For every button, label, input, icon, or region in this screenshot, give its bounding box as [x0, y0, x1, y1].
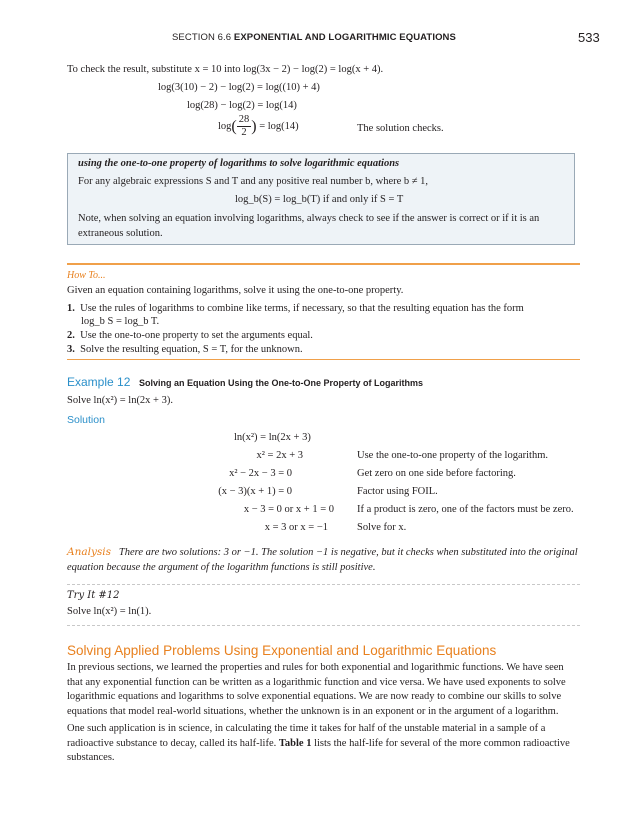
- solution-step-eq: x² = 2x + 3: [256, 450, 303, 461]
- solution-step-note: If a product is zero, one of the factors must be zero.: [357, 504, 574, 515]
- howto-label: How To...: [67, 270, 106, 281]
- solution-step-note: Factor using FOIL.: [357, 486, 438, 497]
- solution-label: Solution: [67, 414, 105, 426]
- running-header: [172, 32, 456, 43]
- solution-step-eq: x² − 2x − 3 = 0: [229, 468, 292, 479]
- divider: [67, 584, 580, 585]
- example-problem: Solve ln(x²) = ln(2x + 3).: [67, 395, 173, 406]
- solution-step-note: Solve for x.: [357, 522, 407, 533]
- box-note: Note, when solving an equation involving logarithms, always check to see if the answer is correct or if it is an extraneous solution.: [78, 213, 540, 239]
- howto-step-1: 1. Use the rules of logarithms to combine like terms, if necessary, so that the resulting equation has the form: [67, 303, 524, 314]
- tryit-problem: Solve ln(x²) = ln(1).: [67, 606, 152, 617]
- section-title: EXPONENTIAL AND LOGARITHMIC EQUATIONS: [233, 32, 456, 43]
- example-heading: [67, 375, 423, 389]
- section-paragraph-2: One such application is in science, in calculating the time it takes for half of the unstable material in a sample of a radioactive substance to decay, called its half-life. Table 1 lists the half-life for several of the more common radioactive substances.: [67, 723, 570, 763]
- box-equation: log_b(S) = log_b(T) if and only if S = T: [235, 194, 404, 205]
- section-paragraph-1: In previous sections, we learned the properties and rules for both exponential and logarithmic functions. We have seen that any exponential function can be written as a logarithmic function and vice versa. We have used exponents to solve logarithmic equations and logarithms to solve exponential equations. We are now ready to combine our skills to solve equations that model real-world situations, whether the unknown is in an exponent or in the argument of a logarithm.: [67, 662, 566, 717]
- check-note: The solution checks.: [357, 123, 444, 134]
- tryit-label: Try It #12: [67, 590, 120, 601]
- divider: [67, 625, 580, 626]
- definition-box: [67, 153, 575, 245]
- solution-step-eq: x − 3 = 0 or x + 1 = 0: [243, 504, 334, 515]
- analysis: [67, 545, 580, 575]
- check-intro: To check the result, substitute x = 10 into log(3x − 2) − log(2) = log(x + 4).: [67, 64, 384, 75]
- example-title: Solving an Equation Using the One-to-One Property of Logarithms: [139, 378, 424, 388]
- example-label: Example 12: [67, 375, 131, 389]
- section-number: SECTION 6.6: [172, 32, 232, 43]
- analysis-label: Analysis: [67, 546, 112, 558]
- solution-step-eq: ln(x²) = ln(2x + 3): [234, 432, 311, 443]
- check-line-1: log(3(10) − 2) − log(2) = log((10) + 4): [158, 82, 320, 93]
- divider: [67, 359, 580, 360]
- page-number: 533: [578, 30, 600, 45]
- howto-intro: Given an equation containing logarithms, solve it using the one-to-one property.: [67, 285, 404, 296]
- check-line-3: log( $\frac{28}{2}$ ) = log(14): [218, 114, 299, 138]
- fraction: $\frac{28}{2}$: [238, 114, 250, 138]
- solution-step-eq: (x − 3)(x + 1) = 0: [218, 486, 292, 497]
- check-line-2: log(28) − log(2) = log(14): [187, 100, 297, 111]
- box-title: using the one-to-one property of logarithms to solve logarithmic equations: [78, 158, 400, 169]
- section-heading: Solving Applied Problems Using Exponential and Logarithmic Equations: [67, 643, 497, 658]
- howto-step-3: 3. Solve the resulting equation, S = T, for the unknown.: [67, 344, 303, 355]
- solution-step-eq: x = 3 or x = −1: [264, 522, 328, 533]
- box-line-1: For any algebraic expressions S and T and any positive real number b, where b ≠ 1,: [78, 176, 429, 187]
- solution-step-note: Get zero on one side before factoring.: [357, 468, 516, 479]
- analysis-text: There are two solutions: 3 or −1. The solution −1 is negative, but it checks when substituted into the original equation because the argument of the logarithm functions is still positive.: [67, 547, 578, 573]
- divider: [67, 263, 580, 265]
- howto-step-1-cont: log_b S = log_b T.: [81, 316, 160, 327]
- howto-step-2: 2. Use the one-to-one property to set the arguments equal.: [67, 330, 313, 341]
- solution-step-note: Use the one-to-one property of the logarithm.: [357, 450, 548, 461]
